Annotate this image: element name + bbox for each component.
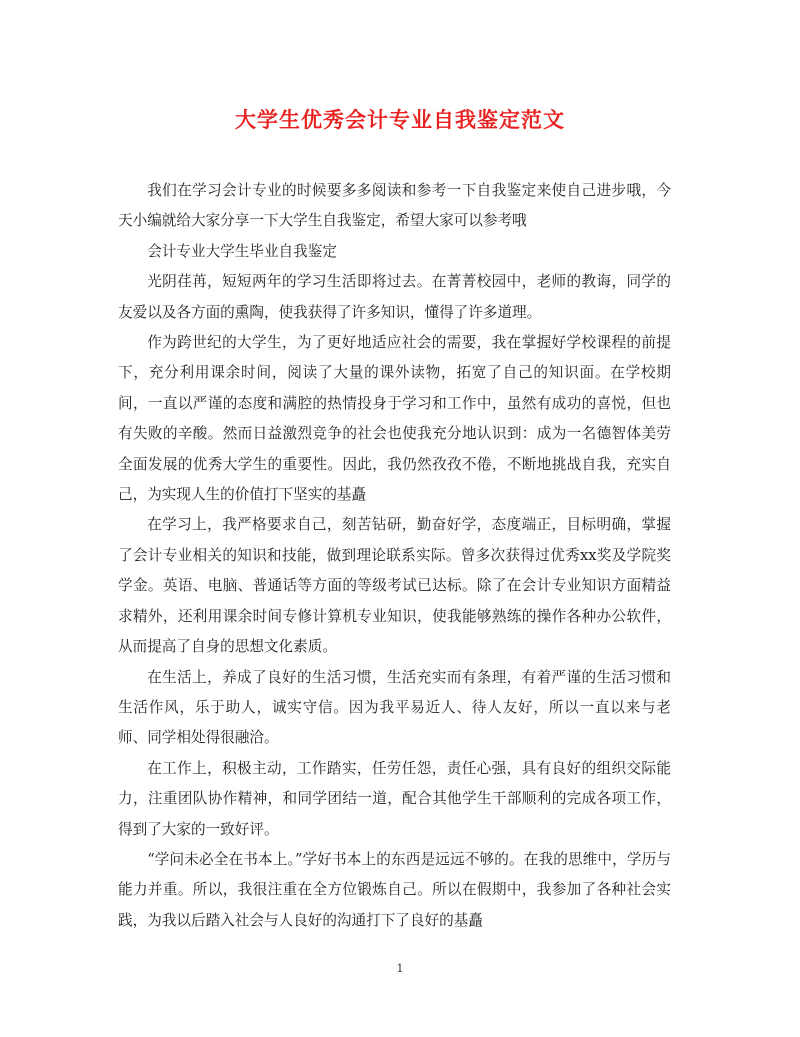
paragraph-work: 在工作上，积极主动，工作踏实，任劳任怨，责任心强，具有良好的组织交际能力，注重团队协作精神，和同学团结一道，配合其他学生干部顺利的完成各项工作，得到了大家的一致好评。 — [118, 759, 671, 838]
document-body — [118, 176, 671, 936]
paragraph-practice: “学问未必全在书本上。”学好书本上的东西是远远不够的。在我的思维中，学历与能力并重。所以，我很注重在全方位锻炼自己。所以在假期中，我参加了各种社会实践，为我以后踏入社会与人良好的沟通打下了良好的基矗 — [118, 850, 671, 929]
paragraph-subheading: 会计专业大学生毕业自我鉴定 — [147, 242, 337, 260]
document-title: 大学生优秀会计专业自我鉴定范文 — [235, 107, 565, 132]
paragraph-study: 在学习上，我严格要求自己，刻苦钻研，勤奋好学，态度端正，目标明确，掌握了会计专业相关的知识和技能，做到理论联系实际。曾多次获得过优秀xx奖及学院奖学金。英语、电脑、普通话等方面的等级考试已达标。除了在会计专业知识方面精益求精外，还利用课余时间专修计算机专业知识，使我能够熟练的操作各种办公软件，从而提高了自身的思想文化素质。 — [118, 516, 671, 656]
paragraph-life: 在生活上，养成了良好的生活习惯，生活充实而有条理，有着严谨的生活习惯和生活作风，乐于助人，诚实守信。因为我平易近人、待人友好，所以一直以来与老师、同学相处得很融洽。 — [118, 668, 671, 747]
page-number: 1 — [396, 962, 404, 975]
paragraph-intro: 我们在学习会计专业的时候要多多阅读和参考一下自我鉴定来使自己进步哦，今天小编就给大家分享一下大学生自我鉴定，希望大家可以参考哦 — [118, 182, 671, 230]
paragraph-opening: 光阴荏苒，短短两年的学习生活即将过去。在菁菁校园中，老师的教诲，同学的友爱以及各方面的熏陶，使我获得了许多知识，懂得了许多道理。 — [118, 273, 671, 321]
paragraph-overview: 作为跨世纪的大学生，为了更好地适应社会的需要，我在掌握好学校课程的前提下，充分利用课余时间，阅读了大量的课外读物，拓宽了自己的知识面。在学校期间，一直以严谨的态度和满腔的热情投身于学习和工作中，虽然有成功的喜悦，但也有失败的辛酸。然而日益激烈竞争的社会也使我充分地认识到：成为一名德智体美劳全面发展的优秀大学生的重要性。因此，我仍然孜孜不倦，不断地挑战自我，充实自己，为实现人生的价值打下坚实的基矗 — [118, 334, 671, 504]
